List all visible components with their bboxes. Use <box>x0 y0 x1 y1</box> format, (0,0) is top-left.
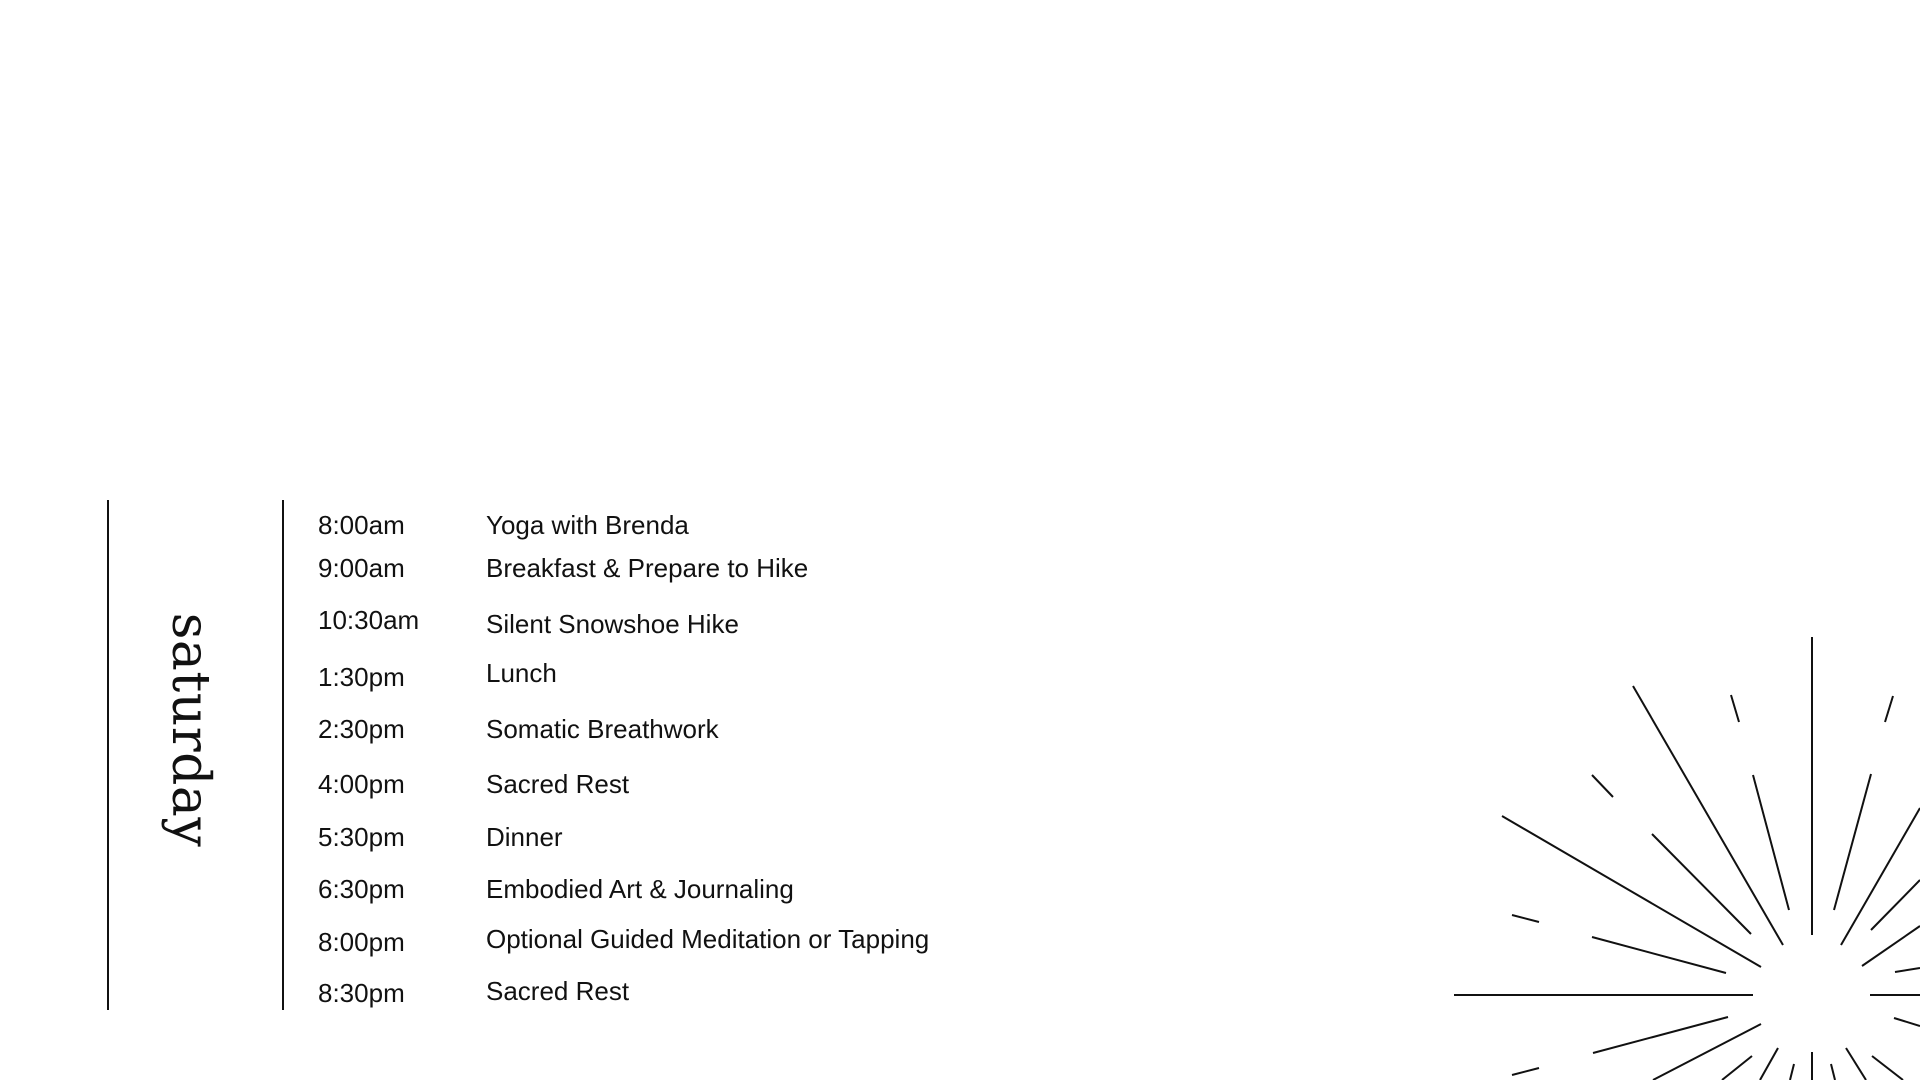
schedule-event: Breakfast & Prepare to Hike <box>486 553 809 583</box>
schedule-event: Silent Snowshoe Hike <box>486 609 739 639</box>
sunburst-icon <box>1440 620 1920 1080</box>
schedule-time: 9:00am <box>318 553 405 583</box>
schedule-event: Dinner <box>486 822 563 852</box>
schedule-time: 8:00pm <box>318 927 405 957</box>
schedule-event: Somatic Breathwork <box>486 714 719 744</box>
schedule-time: 4:00pm <box>318 769 405 799</box>
schedule-event: Sacred Rest <box>486 976 630 1006</box>
schedule-event: Yoga with Brenda <box>486 510 689 540</box>
schedule-time: 8:00am <box>318 510 405 540</box>
schedule-time: 10:30am <box>318 605 420 635</box>
schedule-time: 6:30pm <box>318 874 405 904</box>
schedule-time: 5:30pm <box>318 822 405 852</box>
day-title: saturday <box>160 612 220 848</box>
schedule-event: Lunch <box>486 658 557 688</box>
schedule-event: Embodied Art & Journaling <box>486 874 794 904</box>
schedule-time: 1:30pm <box>318 662 405 692</box>
schedule-event: Optional Guided Meditation or Tapping <box>486 924 930 954</box>
left-divider-line <box>107 500 109 1010</box>
right-divider-line <box>282 500 284 1010</box>
schedule-time: 2:30pm <box>318 714 405 744</box>
schedule-time: 8:30pm <box>318 978 405 1008</box>
schedule-event: Sacred Rest <box>486 769 630 799</box>
